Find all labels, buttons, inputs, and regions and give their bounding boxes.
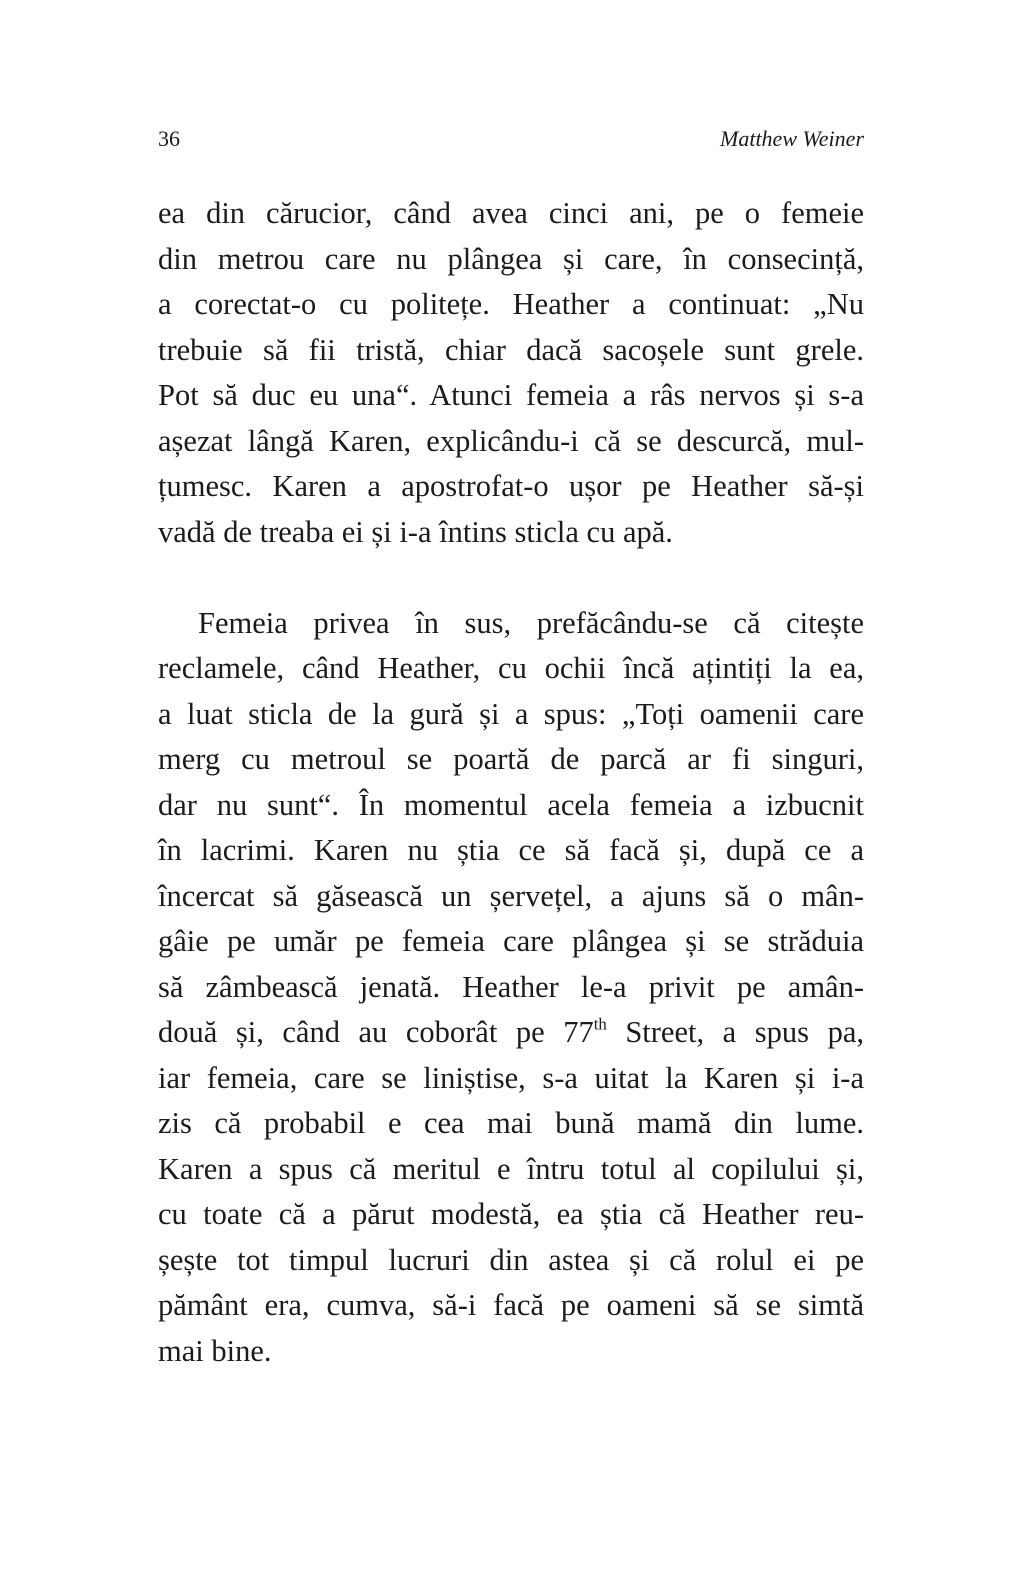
text-line: Femeia privea în sus, prefăcându-se că citește xyxy=(198,605,864,640)
text-line: Karen a spus că meritul e întru totul al copilului și, xyxy=(158,1151,864,1186)
text-line: cu toate că a părut modestă, ea știa că Heather reu- xyxy=(158,1197,864,1231)
text-line: trebuie să fii tristă, chiar dacă sacoșele sunt grele. xyxy=(158,332,864,367)
line-text-before: două și, când au coborât pe 77 xyxy=(158,1015,594,1049)
text-line: mai bine. xyxy=(158,1333,272,1368)
text-line: zis că probabil e cea mai bună mamă din lume. xyxy=(158,1106,864,1140)
text-line: iar femeia, care se liniștise, s-a uitat la Karen și i-a xyxy=(158,1060,864,1095)
text-line: din metrou care nu plângea și care, în consecință, xyxy=(158,241,864,276)
text-line: dar nu sunt“. În momentul acela femeia a izbucnit xyxy=(158,787,864,822)
text-line: țumesc. Karen a apostrofat-o ușor pe Heather să-și xyxy=(158,469,864,503)
text-line: așezat lângă Karen, explicându-i că se descurcă, mul- xyxy=(158,423,864,458)
running-title: Matthew Weiner xyxy=(720,126,864,151)
running-head xyxy=(158,122,864,156)
text-line: a corectat-o cu politețe. Heather a continuat: „Nu xyxy=(158,287,864,321)
text-line: în lacrimi. Karen nu știa ce să facă și, după ce a xyxy=(158,833,864,867)
page-number: 36 xyxy=(158,126,180,151)
text-line: merg cu metroul se poartă de parcă ar fi singuri, xyxy=(158,742,864,776)
text-line: Pot să duc eu una“. Atunci femeia a râs nervos și s-a xyxy=(158,378,864,412)
text-line-with-superscript xyxy=(158,1010,864,1056)
text-line: gâie pe umăr pe femeia care plângea și se străduia xyxy=(158,924,864,958)
text-line: pământ era, cumva, să-i facă pe oameni să se simtă xyxy=(158,1288,864,1322)
line-text-after: Street, a spus pa, xyxy=(606,1015,864,1049)
ordinal-superscript: th xyxy=(593,1014,607,1034)
text-line: încercat să găsească un șervețel, a ajuns să o mân- xyxy=(158,878,864,913)
text-line: reclamele, când Heather, cu ochii încă ațintiți la ea, xyxy=(158,651,864,685)
text-line: a luat sticla de la gură și a spus: „Toți oamenii care xyxy=(158,696,864,731)
paragraph-1 xyxy=(158,191,864,555)
text-line: să zâmbească jenată. Heather le-a privit pe amân- xyxy=(158,969,864,1004)
paragraph-2 xyxy=(158,601,864,1375)
text-line: ea din cărucior, când avea cinci ani, pe o femeie xyxy=(158,196,864,230)
text-line: vadă de treaba ei și i-a întins sticla cu apă. xyxy=(158,514,673,549)
text-line: șește tot timpul lucruri din astea și că rolul ei pe xyxy=(158,1242,864,1277)
body-text xyxy=(158,191,864,1374)
